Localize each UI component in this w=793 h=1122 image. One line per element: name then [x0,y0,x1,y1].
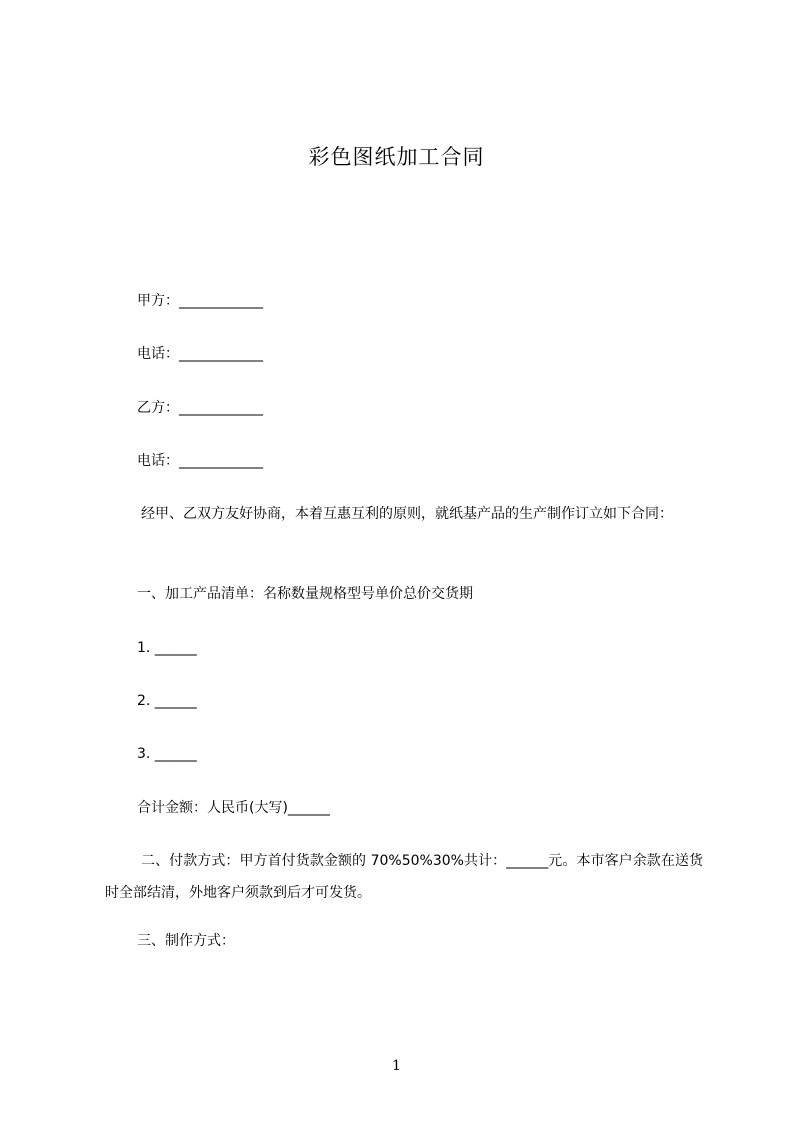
product-item-3: 3. ______ [137,746,197,762]
phone-b-line: 电话：____________ [137,453,263,469]
section3-heading: 三、制作方式： [137,933,235,949]
party-a-line: 甲方：____________ [137,293,263,309]
phone-a-line: 电话：____________ [137,346,263,362]
party-b-line: 乙方：____________ [137,400,263,416]
total-amount-line: 合计金额：人民币(大写)______ [137,800,330,816]
product-item-1: 1. ______ [137,640,197,656]
product-item-2: 2. ______ [137,693,197,709]
section1-heading: 一、加工产品清单：名称数量规格型号单价总价交货期 [137,586,473,602]
page-number: 1 [392,1058,401,1074]
intro-paragraph: 经甲、乙双方友好协商，本着互惠互利的原则，就纸基产品的生产制作订立如下合同： [141,506,673,522]
document-title: 彩色图纸加工合同 [308,145,485,169]
payment-paragraph: 二、付款方式：甲方首付货款金额的 70%50%30%共计：______元。本市客户余款在送货时全部结清，外地客户须款到后才可发货。 [105,853,703,901]
